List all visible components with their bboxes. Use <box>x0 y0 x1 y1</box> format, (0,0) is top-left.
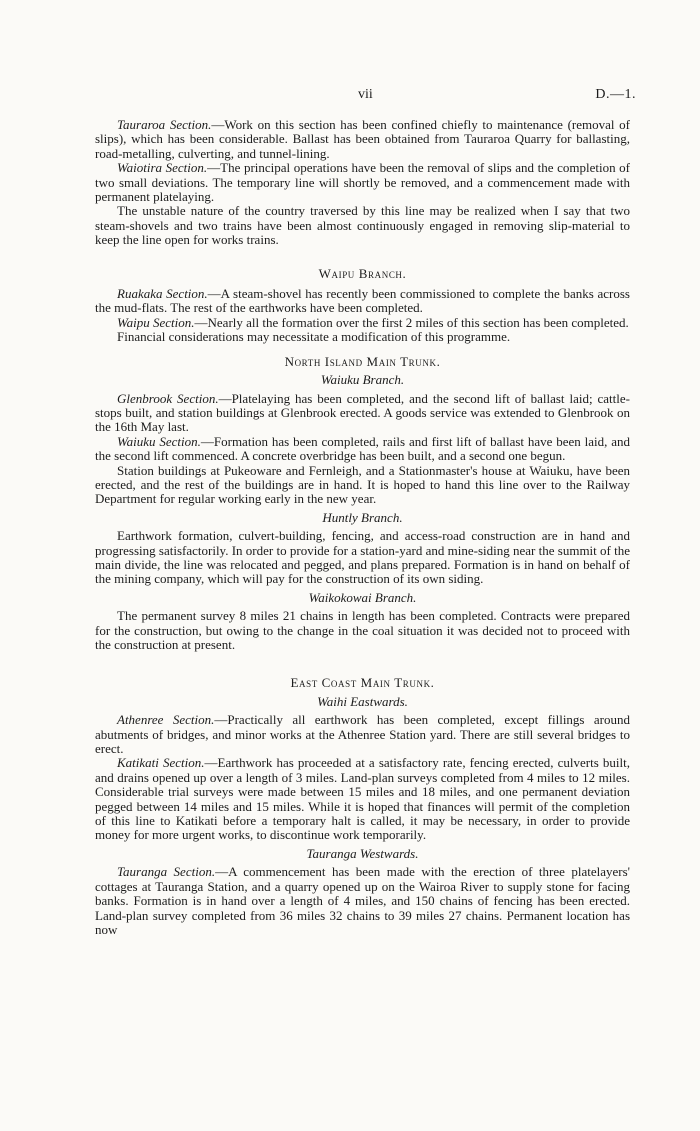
heading-north-island-main-trunk: North Island Main Trunk. <box>284 353 441 369</box>
heading-waihi-eastwards: Waihi Eastwards. <box>317 693 408 709</box>
heading-east-coast-main-trunk: East Coast Main Trunk. <box>290 675 435 691</box>
paragraph-huntly: Earthwork formation, culvert-building, fencing, and access-road construction are in hand and progressing satisfactorily. In order to provide for a station-yard and mine-siding near the summit of the main divide, the line was relocated and pegged, and plans prepared. Formation is in hand on behalf of the mining company, which will pay for the construction of its own siding. <box>95 528 630 587</box>
paragraph-unstable: The unstable nature of the country traversed by this line may be realized when I say that two steam-shovels and two trains have been almost continuously engaged in removing slip-material to keep the line open for works trains. <box>95 203 630 248</box>
heading-huntly-branch: Huntly Branch. <box>322 509 403 525</box>
paragraph-waikokowai: The permanent survey 8 miles 21 chains in length has been completed. Contracts were prepared for the construction, but owing to the change in the coal situation it was decided not to proceed with the construction at present. <box>95 608 630 652</box>
section-lead-waipu: Waipu Section. <box>117 314 195 330</box>
body-text <box>95 118 630 937</box>
heading-waipu-branch: Waipu Branch. <box>318 265 407 281</box>
section-lead-ruakaka: Ruakaka Section. <box>117 286 208 302</box>
section-lead-waiotira: Waiotira Section. <box>117 160 208 176</box>
paragraph-glenbrook: Glenbrook Section.—Platelaying has been completed, and the second lift of ballast laid; cattle-stops built, and station buildings at Glenbrook erected. A goods service was extended to Glenbrook on the 16th May last. <box>95 390 630 435</box>
paragraph-waiuku: Waiuku Section.—Formation has been completed, rails and first lift of ballast have been laid, and the second lift commenced. A concrete overbridge has been built, and a second one begun. <box>95 433 631 464</box>
section-lead-glenbrook: Glenbrook Section. <box>117 390 219 406</box>
paragraph-katikati: Katikati Section.—Earthwork has proceeded at a satisfactory rate, fencing erected, culverts built, and drains opened up over a length of 3 miles. Land-plan surveys completed from 4 miles to 12 miles. Considerable trial surveys were made between 15 miles and 18 miles, and one permanent deviation pegged between 14 miles and 15 miles. While it is hoped that finances will permit of the completion of this line to Katikati before a temporary halt is called, it may be necessary, in order to provide money for more urgent works, to discontinue work temporarily. <box>95 755 630 843</box>
heading-waiuku-branch: Waiuku Branch. <box>320 372 405 388</box>
document-reference: D.—1. <box>595 87 636 102</box>
paragraph-waipu: Waipu Section.—Nearly all the formation over the first 2 miles of this section has been completed. <box>117 314 629 330</box>
paragraph-station-buildings: Station buildings at Pukeoware and Fernleigh, and a Stationmaster's house at Waiuku, have been erected, and the rest of the buildings are in hand. It is hoped to hand this line over to the Railway Department for regular working early in the new year. <box>95 462 630 507</box>
section-lead-waiuku: Waiuku Section. <box>117 433 201 449</box>
heading-tauranga-westwards: Tauranga Westwards. <box>306 845 419 861</box>
paragraph-ruakaka: Ruakaka Section.—A steam-shovel has recently been commissioned to complete the banks across the mud-flats. The rest of the earthworks have been completed. <box>95 286 630 316</box>
paragraph-tauraroa: Tauraroa Section.—Work on this section has been confined chiefly to maintenance (removal of slips), which has been considerable. Ballast has been obtained from Tauraroa Quarry for ballasting, road-metalling, culverting, and tunnel-lining. <box>95 117 631 161</box>
paragraph-financial: Financial considerations may necessitate a modification of this programme. <box>117 329 511 345</box>
page-number: vii <box>358 87 373 102</box>
section-lead-athenree: Athenree Section. <box>117 712 215 728</box>
paragraph-athenree: Athenree Section.—Practically all earthwork has been completed, except fillings around abutments of bridges, and minor works at the Athenree Station yard. There are still several bridges to erect. <box>95 712 630 757</box>
section-lead-katikati: Katikati Section. <box>117 755 205 771</box>
section-lead-tauraroa: Tauraroa Section. <box>117 117 212 132</box>
heading-waikokowai-branch: Waikokowai Branch. <box>308 589 417 605</box>
paragraph-tauranga: Tauranga Section.—A commencement has been made with the erection of three platelayers' cottages at Tauranga Station, and a quarry opened up on the Wairoa River to supply stone for facing banks. Formation is in hand over a length of 4 miles, and 150 chains of fencing has been erected. Land-plan survey completed from 36 miles 32 chains to 39 miles 27 chains. Permanent location has now <box>95 864 630 937</box>
running-header <box>0 87 700 107</box>
paragraph-waiotira: Waiotira Section.—The principal operations have been the removal of slips and the completion of two small deviations. The temporary line will shortly be removed, and a commencement made with permanent platelaying. <box>95 160 630 205</box>
section-lead-tauranga: Tauranga Section. <box>117 864 216 880</box>
